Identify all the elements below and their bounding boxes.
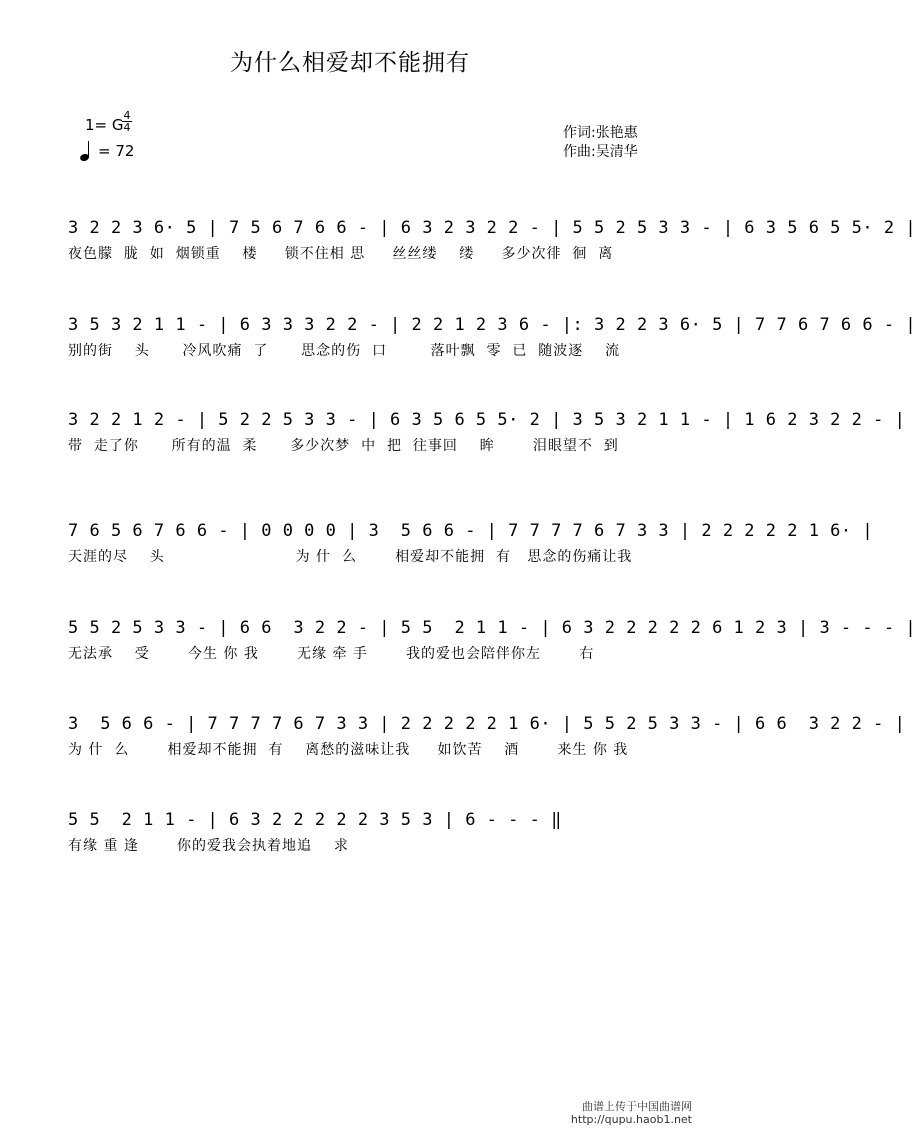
score-line-4 — [68, 521, 874, 581]
key-signature: 1= G — [85, 116, 124, 134]
score-line-6 — [68, 714, 906, 774]
lyrics-row: 天涯的尽 头 为 什 么 相爱却不能拥 有 思念的伤痛让我 — [68, 549, 633, 565]
tempo-value: = 72 — [98, 142, 135, 160]
song-title: 为什么相爱却不能拥有 — [230, 50, 470, 76]
score-line-1 — [68, 218, 916, 278]
lyrics-row: 夜色朦 胧 如 烟锁重 楼 锁不住相 思 丝丝缕 缕 多少次徘 徊 离 — [68, 246, 614, 262]
composer-credit: 作曲:吴清华 — [563, 144, 638, 160]
credits — [563, 124, 638, 162]
notation-row: 3 2 2 1 2 - | 5 2 2 5 3 3 - | 6 3 5 6 5 5· 2 | 3 5 3 2 1 1 - | 1 6 2 3 2 2 - | — [68, 410, 906, 430]
time-signature-top: 4 — [123, 109, 131, 122]
lyrics-row: 为 什 么 相爱却不能拥 有 离愁的滋味让我 如饮苦 酒 来生 你 我 — [68, 742, 629, 758]
notation-row: 5 5 2 1 1 - | 6 3 2 2 2 2 2 3 5 3 | 6 - - - ‖ — [68, 810, 562, 830]
score-line-7 — [68, 810, 648, 870]
lyrics-row: 带 走了你 所有的温 柔 多少次梦 中 把 往事回 眸 泪眼望不 到 — [68, 438, 619, 454]
notation-row: 3 5 6 6 - | 7 7 7 7 6 7 3 3 | 2 2 2 2 2 1 6· | 5 5 2 5 3 3 - | 6 6 3 2 2 - | — [68, 714, 906, 734]
watermark-line-1: 曲谱上传于中国曲谱网 — [582, 1100, 692, 1113]
tempo-marking — [80, 141, 134, 161]
watermark-line-2: http://qupu.haob1.net — [570, 1113, 692, 1126]
lyrics-row: 无法承 受 今生 你 我 无缘 牵 手 我的爱也会陪伴你左 右 — [68, 646, 595, 662]
notation-row: 3 5 3 2 1 1 - | 6 3 3 3 2 2 - | 2 2 1 2 3 6 - |: 3 2 2 3 6· 5 | 7 7 6 7 6 6 - | — [68, 315, 916, 335]
lyricist-credit: 作词:张艳惠 — [563, 125, 638, 141]
watermark — [571, 1100, 692, 1126]
lyrics-row: 别的街 头 冷风吹痛 了 思念的伤 口 落叶飘 零 已 随波逐 流 — [68, 343, 621, 359]
score-line-2 — [68, 315, 916, 375]
quarter-note-icon — [80, 141, 92, 161]
notation-row: 5 5 2 5 3 3 - | 6 6 3 2 2 - | 5 5 2 1 1 - | 6 3 2 2 2 2 2 6 1 2 3 | 3 - - - | — [68, 618, 916, 638]
lyrics-row: 有缘 重 逢 你的爱我会执着地追 求 — [68, 838, 349, 854]
time-signature — [122, 110, 132, 133]
score-line-5 — [68, 618, 916, 678]
score-line-3 — [68, 410, 906, 470]
notation-row: 3 2 2 3 6· 5 | 7 5 6 7 6 6 - | 6 3 2 3 2 2 - | 5 5 2 5 3 3 - | 6 3 5 6 5 5· 2 | — [68, 218, 916, 238]
notation-row: 7 6 5 6 7 6 6 - | 0 0 0 0 | 3 5 6 6 - | 7 7 7 7 6 7 3 3 | 2 2 2 2 2 1 6· | — [68, 521, 874, 541]
time-signature-bottom: 4 — [123, 121, 131, 134]
